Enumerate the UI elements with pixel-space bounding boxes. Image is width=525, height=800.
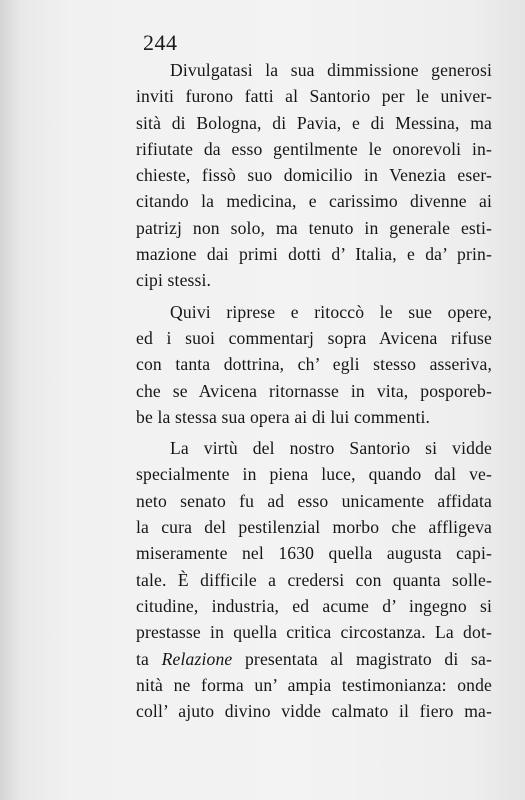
text-line: citudine, industria, ed acume d’ ingegno si xyxy=(136,595,492,616)
text-line: chieste, fissò suo domicilio in Venezia eser- xyxy=(136,165,492,186)
text-line: rifiutate da esso gentilmente le onorevoli in- xyxy=(136,138,492,159)
text-line: mazione dai primi dotti d’ Italia, e da’ prin- xyxy=(136,244,492,265)
italic-title: Relazione xyxy=(161,648,233,669)
text-line: prestasse in quella critica circostanza. La dot- xyxy=(136,622,492,643)
text-line: tale. È difficile a credersi con quanta solle- xyxy=(136,569,492,590)
text-line: patrizj non solo, ma tenuto in generale esti- xyxy=(136,217,492,238)
text-line: Divulgatasi la sua dimmissione generosi xyxy=(170,60,492,80)
text-line: citando la medicina, e carissimo divenne ai xyxy=(136,191,492,212)
text-line: sità di Bologna, di Pavia, e di Messina, ma xyxy=(136,112,492,133)
text-line: Quivi riprese e ritoccò le sue opere, xyxy=(170,301,492,322)
paragraph-1 xyxy=(136,57,492,294)
text-line: la cura del pestilenzial morbo che affligeva xyxy=(136,517,492,538)
text-line-with-italic xyxy=(136,646,492,672)
page-number: 244 xyxy=(143,30,178,55)
text-line: La virtù del nostro Santorio si vidde xyxy=(170,438,492,459)
text-fragment: presentata al magistrato di sa- xyxy=(244,648,492,669)
text-line: coll’ ajuto divino vidde calmato il fiero ma- xyxy=(136,701,492,722)
paragraph-2 xyxy=(136,299,492,430)
text-line: che se Avicena ritornasse in vita, posporeb- xyxy=(136,380,492,401)
text-line: ed i suoi commentarj sopra Avicena rifuse xyxy=(136,327,492,348)
text-line: con tanta dottrina, ch’ egli stesso asseriva, xyxy=(136,354,492,375)
text-line: inviti furono fatti al Santorio per le univer- xyxy=(136,86,492,107)
text-line: miseramente nel 1630 quella augusta capi- xyxy=(136,543,492,564)
text-line: specialmente in piena luce, quando dal ve- xyxy=(136,464,492,485)
text-fragment: ta xyxy=(136,648,162,669)
body-text xyxy=(136,57,492,729)
paragraph-3 xyxy=(136,435,492,724)
text-line: nità ne forma un’ ampia testimonianza: onde xyxy=(136,674,492,695)
text-line: be la stessa sua opera ai di lui commenti. xyxy=(136,406,431,427)
text-line: neto senato fu ad esso unicamente affidata xyxy=(136,490,492,511)
text-line: cipi stessi. xyxy=(136,270,212,291)
